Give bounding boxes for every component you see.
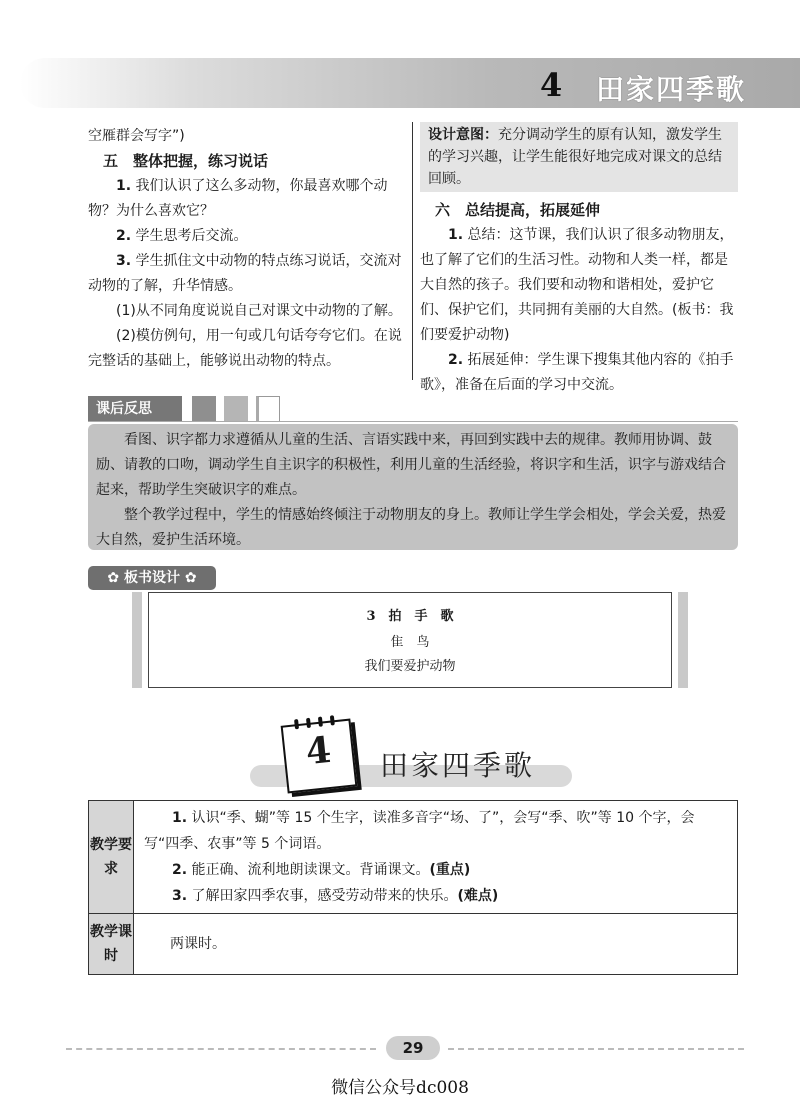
reflection-paragraph: 整个教学过程中，学生的情感始终倾注于动物朋友的身上。教师让学生学会相处，学会关爱，热爱大自然，爱护生活环境。 <box>96 507 726 548</box>
footer-dash-left <box>66 1048 376 1050</box>
column-divider <box>412 122 413 380</box>
sub-item: (1)从不同角度说说自己对课文中动物的了解。 <box>116 303 402 319</box>
carry-over-text: 空雁群会写字”) <box>88 128 185 144</box>
page-number: 29 <box>386 1036 440 1060</box>
table-row <box>89 914 738 975</box>
reflection-paragraph: 看图、识字都力求遵循从儿童的生活、言语实践中来，再回到实践中去的规律。教师用协调、鼓励、请教的口吻，调动学生自主识字的积极性，利用儿童的生活经验，将识字和生活，识字与游戏结合起来，帮助学生突破识字的难点。 <box>96 432 726 498</box>
chapter-number: 4 <box>540 66 563 104</box>
board-design-label: ✿ 板书设计 ✿ <box>88 566 216 590</box>
reflection-box <box>88 424 738 550</box>
reflection-label: 课后反思 <box>88 396 182 422</box>
board-radicals: 隹 鸟 <box>390 635 430 650</box>
decor-square <box>192 396 216 422</box>
requirements-cell <box>134 801 738 914</box>
extension-paragraph: 2. 拓展延伸：学生课下搜集其他内容的《拍手歌》，准备在后面的学习中交流。 <box>420 352 734 393</box>
calendar-icon <box>281 719 358 794</box>
lesson-number: 4 <box>303 728 334 774</box>
list-item: 2. 学生思考后交流。 <box>116 228 248 244</box>
hours-cell: 两课时。 <box>134 914 738 975</box>
left-column <box>88 124 410 374</box>
sub-item: (2)模仿例句，用一句或几句话夸夸它们。在说完整话的基础上，能够说出动物的特点。 <box>88 328 402 369</box>
decor-square <box>256 396 280 422</box>
board-note: (板书：我们要爱护动物) <box>420 302 734 343</box>
summary-paragraph: 1. 总结：这节课，我们认识了很多动物朋友，也了解了它们的生活习性。动物和人类一样，都是大自然的孩子。我们要和动物和谐相处，爱护它们、保护它们，共同拥有美丽的大自然。(板书：我们要爱护动物) <box>420 227 734 343</box>
requirement-item: 2. 能正确、流利地朗读课文。背诵课文。(重点) <box>172 862 471 878</box>
requirements-table <box>88 800 738 975</box>
footer-dash-right <box>448 1048 744 1050</box>
row-head-requirements: 教学要求 <box>89 801 134 914</box>
row-head-hours: 教学课时 <box>89 914 134 975</box>
design-intent-label: 设计意图： <box>428 127 498 143</box>
reflection-rule <box>88 421 738 422</box>
right-column <box>420 198 738 398</box>
table-row <box>89 801 738 914</box>
board-title: 3 拍 手 歌 <box>366 609 454 624</box>
list-item: 1. 我们认识了这么多动物，你最喜欢哪个动物？为什么喜欢它？ <box>88 178 388 219</box>
requirement-item: 3. 了解田家四季农事，感受劳动带来的快乐。(难点) <box>172 888 499 904</box>
section-heading-six: 六 总结提高，拓展延伸 <box>435 201 601 219</box>
section-heading-five: 五 整体把握，练习说话 <box>103 152 269 170</box>
watermark-text: 微信公众号dc008 <box>331 1078 469 1098</box>
chapter-title: 田家四季歌 <box>596 73 747 106</box>
list-item: 3. 学生抓住文中动物的特点练习说话，交流对动物的了解，升华情感。 <box>88 253 402 294</box>
board-design-panel <box>148 592 672 688</box>
board-design-frame <box>132 592 688 688</box>
board-slogan: 我们要爱护动物 <box>364 659 456 674</box>
requirement-item: 1. 认识“季、蝴”等 15 个生字，读准多音字“场、了”，会写“季、吹”等 10 个字，会写“四季、农事”等 5 个词语。 <box>144 810 695 852</box>
lesson-title: 田家四季歌 <box>380 749 536 782</box>
design-intent-text: 设计意图：充分调动学生的原有认知，激发学生的学习兴趣，让学生能很好地完成对课文的总结回顾。 <box>428 127 722 187</box>
decor-square <box>224 396 248 422</box>
